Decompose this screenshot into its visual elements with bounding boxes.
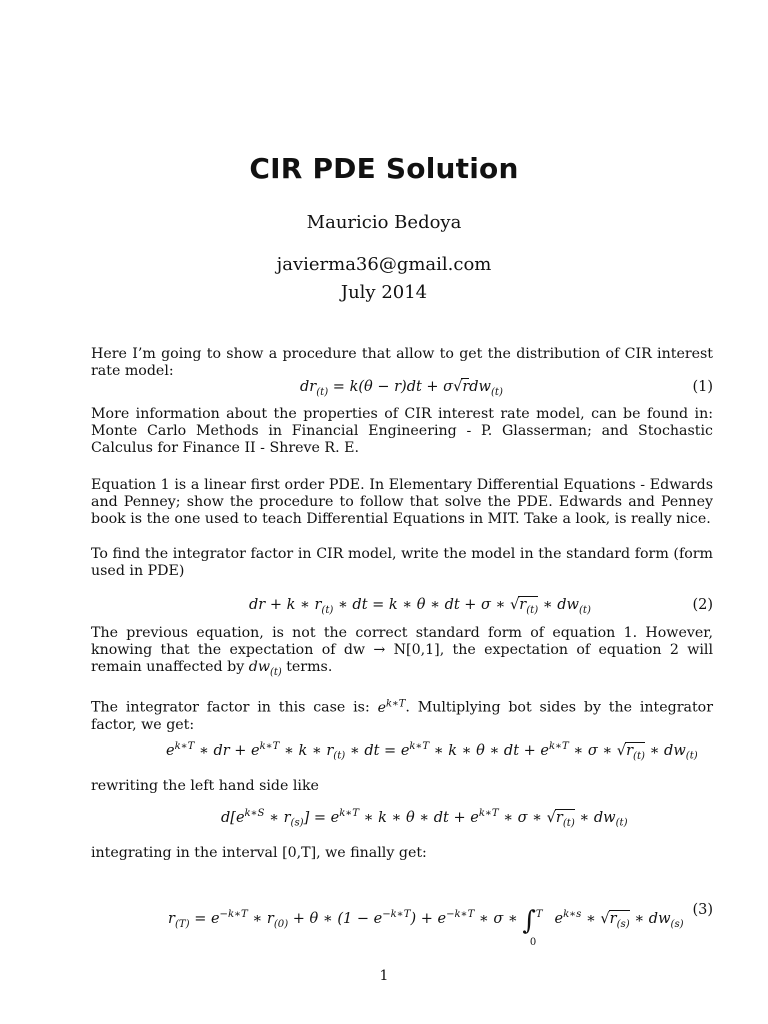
equation-2-number: (2)	[692, 597, 713, 613]
paper-date: July 2014	[340, 282, 428, 303]
equation-3-expression: $r_{(T)} = e^{-k∗T}$ ∗ $r_{(0)} + \theta$ ∗ $(1 - e^{-k∗T}) + e^{-k∗T}$ ∗ σ ∗ ∫ T 0 $e^{k∗s}$ ∗ $√r_{(s)}$ ∗ $dw_{(s)}$	[168, 906, 684, 948]
equation-multiplied	[91, 741, 713, 763]
expectation-text: The previous equation, is not the correct standard form of equation 1. However, knowing that the expectation of dw → N[0,1], the expectation of equation 2 will remain unaffected by	[91, 625, 713, 675]
page-number: 1	[379, 968, 389, 984]
paper-title: CIR PDE Solution	[249, 152, 519, 185]
equation-1	[91, 379, 713, 401]
author-name: Mauricio Bedoya	[306, 212, 462, 233]
rewriting-paragraph: rewriting the left hand side like	[91, 778, 319, 794]
expectation-paragraph: The previous equation, is not the correct standard form of equation 1. However, knowing that the expectation of dw → N[0,1], the expectation of equation 2 will remain unaffected by $dw_{(t)}$ terms.	[91, 625, 713, 678]
pde-paragraph: Equation 1 is a linear first order PDE. In Elementary Differential Equations - Edwards and Penney; show the procedure to follow that solve the PDE. Edwards and Penney book is the one used to teach Differential Equations in MIT. Take a look, is really nice.	[91, 477, 713, 527]
equation-1-expression: $dr_{(t)} = k(\theta - r)dt + \sigma√rdw_{(t)}$	[300, 379, 503, 398]
equation-rewritten	[91, 808, 713, 830]
references-paragraph: More information about the properties of CIR interest rate model, can be found in: Monte Carlo Methods in Financial Engineering - P. Glasserman; and Stochastic Calculus for Finance II - Shreve R. E.	[91, 406, 713, 456]
equation-2-expression: dr + k ∗ $r_{(t)}$ ∗ dt = k ∗ θ ∗ dt + σ ∗ $√r_{(t)}$ ∗ $dw_{(t)}$	[249, 597, 591, 616]
integral-sign: ∫	[522, 906, 536, 936]
standard-form-paragraph: To find the integrator factor in CIR model, write the model in the standard form (form used in PDE)	[91, 546, 713, 579]
equation-2	[91, 597, 713, 619]
integrator-factor-paragraph: The integrator factor in this case is: $e^{k∗T}$. Multiplying bot sides by the integrator factor, we get:	[91, 698, 713, 733]
equation-multiplied-expression: $e^{k∗T}$ ∗ dr + $e^{k∗T}$ ∗ k ∗ $r_{(t)}$ ∗ dt = $e^{k∗T}$ ∗ k ∗ θ ∗ dt + $e^{k∗T}$ ∗ σ ∗ $√r_{(t)}$ ∗ $dw_{(t)}$	[166, 741, 698, 762]
integrator-text-end: . Multiplying bot sides by the integrator factor, we get:	[91, 699, 713, 733]
intro-paragraph: Here I’m going to show a procedure that allow to get the distribution of CIR interest rate model:	[91, 346, 713, 379]
author-email: javierma36@gmail.com	[276, 254, 492, 275]
expectation-text-end: terms.	[281, 659, 333, 675]
integration-paragraph: integrating in the interval [0,T], we finally get:	[91, 845, 427, 861]
equation-3	[91, 898, 713, 948]
equation-3-number: (3)	[692, 902, 713, 918]
equation-rewritten-expression: $d[e^{k∗S}$ ∗ $r_{(s)}] = e^{k∗T}$ ∗ k ∗ θ ∗ dt + $e^{k∗T}$ ∗ σ ∗ $√r_{(t)}$ ∗ $dw_{(t)}$	[221, 808, 628, 829]
integrator-text: The integrator factor in this case is:	[91, 699, 378, 716]
equation-1-number: (1)	[692, 379, 713, 395]
